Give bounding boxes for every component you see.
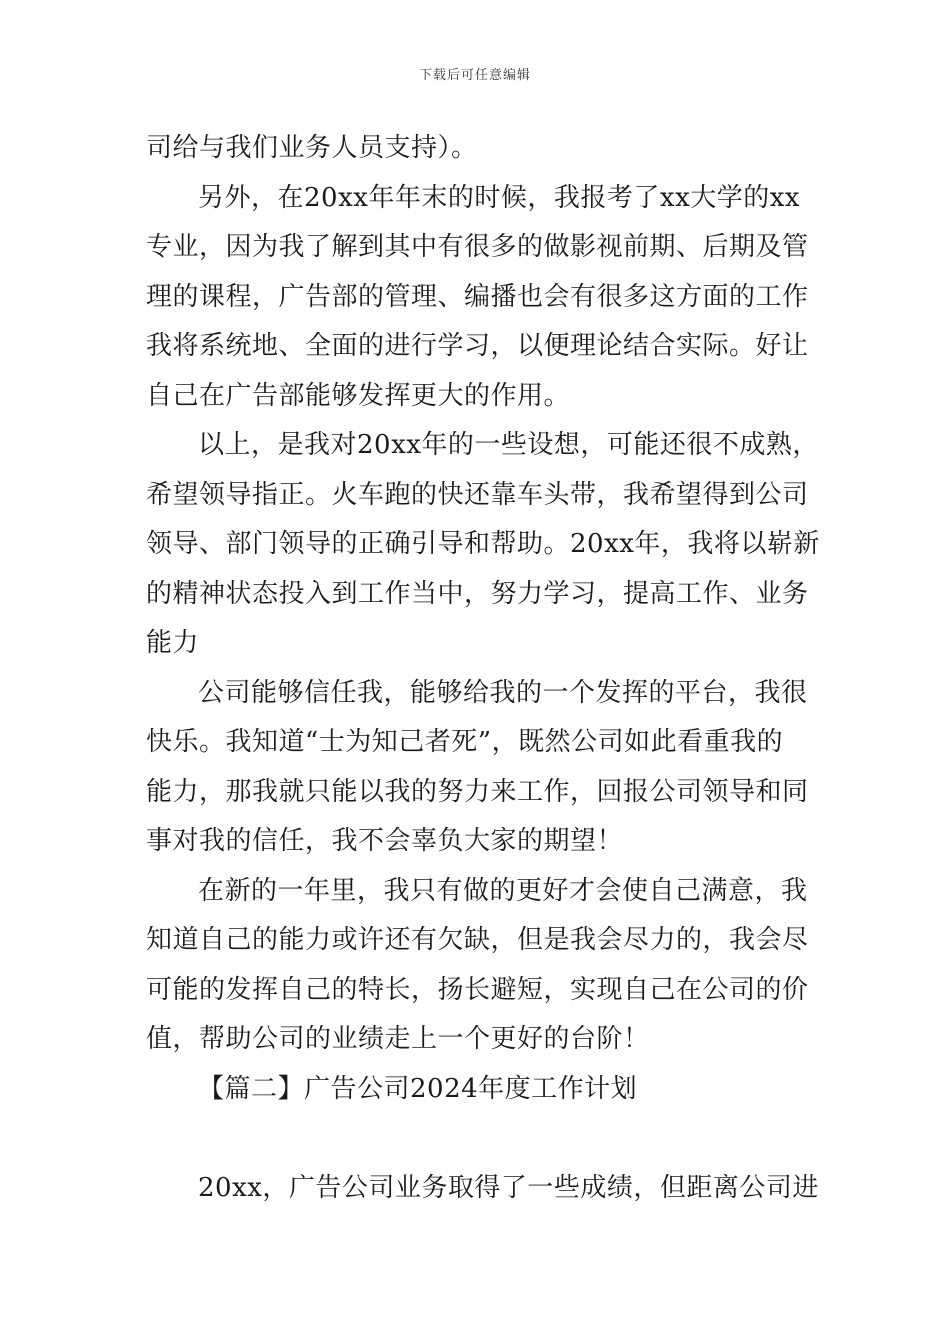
- paragraph-start-line: 20xx，广告公司业务取得了一些成绩，但距离公司进: [198, 1173, 819, 1203]
- text-line: 可能的发挥自己的特长，扬长避短，实现自己在公司的价: [146, 974, 809, 1005]
- paragraph-start-line: 以上，是我对20xx年的一些设想，可能还很不成熟，: [198, 430, 819, 460]
- text-line: 希望领导指正。火车跑的快还靠车头带，我希望得到公司: [146, 479, 809, 510]
- text-line: 快乐。我知道“士为知己者死”，既然公司如此看重我的: [146, 727, 784, 757]
- text-line: 事对我的信任，我不会辜负大家的期望！: [146, 826, 624, 856]
- page-header: 下载后可任意编辑: [418, 68, 531, 83]
- text-line: 领导、部门领导的正确引导和帮助。20xx年，我将以崭新: [146, 529, 820, 559]
- text-line: 专业，因为我了解到其中有很多的做影视前期、后期及管: [146, 232, 809, 262]
- blank-line: [146, 1114, 818, 1164]
- text-line: 能力，那我就只能以我的努力来工作，回报公司领导和同: [146, 776, 809, 807]
- paragraph-start-line: 公司能够信任我，能够给我的一个发挥的平台，我很: [198, 677, 808, 708]
- document-body: [146, 124, 818, 1214]
- text-line: 值，帮助公司的业绩走上一个更好的台阶！: [146, 1024, 650, 1054]
- text-line: 知道自己的能力或许还有欠缺，但是我会尽力的，我会尽: [146, 925, 809, 955]
- text-line: 的精神状态投入到工作当中，努力学习，提高工作、业务: [146, 578, 809, 609]
- section-heading: 【篇二】广告公司2024年度工作计划: [198, 1073, 638, 1104]
- text-line: 能力: [146, 628, 200, 658]
- text-line: 我将系统地、全面的进行学习，以便理论结合实际。好让: [146, 331, 809, 361]
- text-line: 理的课程，广告部的管理、编播也会有很多这方面的工作: [146, 281, 809, 312]
- text-line: 司给与我们业务人员支持）。: [146, 133, 478, 163]
- paragraph-start-line: 在新的一年里，我只有做的更好才会使自己满意，我: [198, 875, 808, 906]
- paragraph-start-line: 另外，在20xx年年末的时候，我报考了xx大学的xx: [198, 182, 801, 213]
- text-line: 自己在广告部能够发挥更大的作用。: [146, 380, 571, 411]
